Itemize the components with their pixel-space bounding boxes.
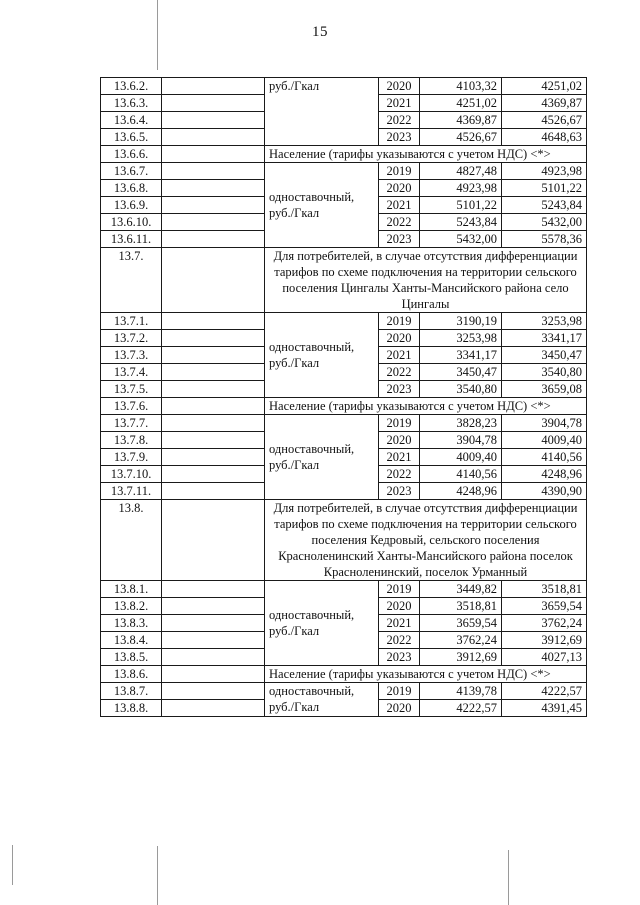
scan-artifact-line xyxy=(157,0,158,70)
tariff-value-first-half: 3912,69 xyxy=(420,649,502,666)
tariff-value-second-half: 4526,67 xyxy=(502,112,587,129)
tariff-value-first-half: 5101,22 xyxy=(420,197,502,214)
year-cell: 2019 xyxy=(379,163,420,180)
tariff-value-second-half: 3450,47 xyxy=(502,347,587,364)
empty-cell xyxy=(162,449,265,466)
row-code: 13.8.2. xyxy=(101,598,162,615)
row-code: 13.6.8. xyxy=(101,180,162,197)
row-code: 13.8.5. xyxy=(101,649,162,666)
tariff-value-first-half: 4526,67 xyxy=(420,129,502,146)
empty-cell xyxy=(162,466,265,483)
row-code: 13.8.1. xyxy=(101,581,162,598)
row-code: 13.6.3. xyxy=(101,95,162,112)
tariff-value-first-half: 3762,24 xyxy=(420,632,502,649)
group-description: Для потребителей, в случае отсутствия дифференциации тарифов по схеме подключения на территории сельского поселения Кедровый, сельского поселения Красноленинский Ханты-Мансийского района поселок Красноленинский, поселок Урманный xyxy=(265,500,587,581)
empty-cell xyxy=(162,615,265,632)
scan-artifact-line xyxy=(12,845,13,885)
table-row xyxy=(101,313,587,330)
year-cell: 2020 xyxy=(379,180,420,197)
row-code: 13.6.5. xyxy=(101,129,162,146)
year-cell: 2022 xyxy=(379,214,420,231)
empty-cell xyxy=(162,500,265,581)
tariff-value-first-half: 4923,98 xyxy=(420,180,502,197)
table-row xyxy=(101,683,587,700)
empty-cell xyxy=(162,313,265,330)
year-cell: 2020 xyxy=(379,700,420,717)
section-heading-row xyxy=(101,666,587,683)
tariff-value-second-half: 3659,54 xyxy=(502,598,587,615)
tariff-value-first-half: 3341,17 xyxy=(420,347,502,364)
empty-cell xyxy=(162,78,265,95)
row-code: 13.7.9. xyxy=(101,449,162,466)
empty-cell xyxy=(162,146,265,163)
tariff-value-first-half: 4139,78 xyxy=(420,683,502,700)
tariff-value-second-half: 4923,98 xyxy=(502,163,587,180)
tariff-value-first-half: 3450,47 xyxy=(420,364,502,381)
row-code: 13.7.8. xyxy=(101,432,162,449)
row-code: 13.7.5. xyxy=(101,381,162,398)
year-cell: 2021 xyxy=(379,197,420,214)
row-code: 13.7.3. xyxy=(101,347,162,364)
row-code: 13.7.1. xyxy=(101,313,162,330)
year-cell: 2022 xyxy=(379,466,420,483)
tariff-value-first-half: 3518,81 xyxy=(420,598,502,615)
year-cell: 2019 xyxy=(379,581,420,598)
empty-cell xyxy=(162,598,265,615)
year-cell: 2023 xyxy=(379,381,420,398)
tariff-value-first-half: 5243,84 xyxy=(420,214,502,231)
tariff-value-second-half: 3341,17 xyxy=(502,330,587,347)
empty-cell xyxy=(162,432,265,449)
year-cell: 2023 xyxy=(379,231,420,248)
empty-cell xyxy=(162,632,265,649)
tariff-value-second-half: 3540,80 xyxy=(502,364,587,381)
scan-artifact-line xyxy=(508,850,509,905)
empty-cell xyxy=(162,581,265,598)
tariff-value-first-half: 3540,80 xyxy=(420,381,502,398)
year-cell: 2020 xyxy=(379,78,420,95)
year-cell: 2023 xyxy=(379,129,420,146)
group-description: Для потребителей, в случае отсутствия дифференциации тарифов по схеме подключения на территории сельского поселения Цингалы Ханты-Мансийского района село Цингалы xyxy=(265,248,587,313)
row-code: 13.7.6. xyxy=(101,398,162,415)
row-code: 13.7.11. xyxy=(101,483,162,500)
tariff-value-second-half: 5101,22 xyxy=(502,180,587,197)
row-code: 13.8. xyxy=(101,500,162,581)
tariff-value-second-half: 5578,36 xyxy=(502,231,587,248)
section-heading: Население (тарифы указываются с учетом НДС) <*> xyxy=(265,146,587,163)
table-row xyxy=(101,581,587,598)
group-header-row xyxy=(101,500,587,581)
tariff-value-first-half: 4369,87 xyxy=(420,112,502,129)
tariff-value-first-half: 4827,48 xyxy=(420,163,502,180)
tariff-value-first-half: 3659,54 xyxy=(420,615,502,632)
tariff-value-first-half: 3904,78 xyxy=(420,432,502,449)
year-cell: 2020 xyxy=(379,598,420,615)
section-heading-row xyxy=(101,146,587,163)
year-cell: 2021 xyxy=(379,95,420,112)
tariff-value-second-half: 4391,45 xyxy=(502,700,587,717)
tariff-value-first-half: 3190,19 xyxy=(420,313,502,330)
tariff-unit: одноставочный, руб./Гкал xyxy=(265,163,379,248)
year-cell: 2020 xyxy=(379,432,420,449)
tariff-value-second-half: 3518,81 xyxy=(502,581,587,598)
year-cell: 2023 xyxy=(379,649,420,666)
tariff-value-second-half: 5243,84 xyxy=(502,197,587,214)
empty-cell xyxy=(162,214,265,231)
row-code: 13.7.4. xyxy=(101,364,162,381)
row-code: 13.6.2. xyxy=(101,78,162,95)
year-cell: 2020 xyxy=(379,330,420,347)
row-code: 13.6.11. xyxy=(101,231,162,248)
tariff-value-second-half: 4248,96 xyxy=(502,466,587,483)
row-code: 13.6.6. xyxy=(101,146,162,163)
year-cell: 2022 xyxy=(379,632,420,649)
year-cell: 2022 xyxy=(379,364,420,381)
row-code: 13.6.10. xyxy=(101,214,162,231)
tariff-unit: одноставочный, руб./Гкал xyxy=(265,683,379,717)
section-heading: Население (тарифы указываются с учетом НДС) <*> xyxy=(265,666,587,683)
row-code: 13.6.7. xyxy=(101,163,162,180)
tariff-value-second-half: 4390,90 xyxy=(502,483,587,500)
tariff-unit: руб./Гкал xyxy=(265,78,379,146)
tariff-value-second-half: 5432,00 xyxy=(502,214,587,231)
tariff-value-first-half: 4251,02 xyxy=(420,95,502,112)
tariff-value-first-half: 4009,40 xyxy=(420,449,502,466)
row-code: 13.8.8. xyxy=(101,700,162,717)
empty-cell xyxy=(162,163,265,180)
year-cell: 2021 xyxy=(379,615,420,632)
row-code: 13.7.10. xyxy=(101,466,162,483)
empty-cell xyxy=(162,347,265,364)
tariff-value-first-half: 4140,56 xyxy=(420,466,502,483)
tariff-value-second-half: 3912,69 xyxy=(502,632,587,649)
year-cell: 2023 xyxy=(379,483,420,500)
group-header-row xyxy=(101,248,587,313)
year-cell: 2021 xyxy=(379,449,420,466)
row-code: 13.6.9. xyxy=(101,197,162,214)
year-cell: 2021 xyxy=(379,347,420,364)
tariff-value-second-half: 4648,63 xyxy=(502,129,587,146)
empty-cell xyxy=(162,95,265,112)
table-row xyxy=(101,78,587,95)
tariff-value-second-half: 4369,87 xyxy=(502,95,587,112)
empty-cell xyxy=(162,415,265,432)
table-row xyxy=(101,163,587,180)
tariff-value-first-half: 3449,82 xyxy=(420,581,502,598)
tariff-unit: одноставочный, руб./Гкал xyxy=(265,581,379,666)
tariff-value-second-half: 4027,13 xyxy=(502,649,587,666)
row-code: 13.6.4. xyxy=(101,112,162,129)
tariff-table xyxy=(100,77,587,717)
empty-cell xyxy=(162,666,265,683)
empty-cell xyxy=(162,683,265,700)
year-cell: 2019 xyxy=(379,415,420,432)
empty-cell xyxy=(162,381,265,398)
empty-cell xyxy=(162,231,265,248)
tariff-unit: одноставочный, руб./Гкал xyxy=(265,313,379,398)
empty-cell xyxy=(162,364,265,381)
table-row xyxy=(101,415,587,432)
empty-cell xyxy=(162,112,265,129)
tariff-value-first-half: 3253,98 xyxy=(420,330,502,347)
year-cell: 2019 xyxy=(379,313,420,330)
row-code: 13.7.2. xyxy=(101,330,162,347)
year-cell: 2019 xyxy=(379,683,420,700)
empty-cell xyxy=(162,700,265,717)
row-code: 13.7.7. xyxy=(101,415,162,432)
row-code: 13.8.7. xyxy=(101,683,162,700)
empty-cell xyxy=(162,129,265,146)
section-heading-row xyxy=(101,398,587,415)
tariff-value-second-half: 4222,57 xyxy=(502,683,587,700)
tariff-value-second-half: 4009,40 xyxy=(502,432,587,449)
scan-artifact-line xyxy=(157,846,158,905)
empty-cell xyxy=(162,197,265,214)
tariff-value-second-half: 3762,24 xyxy=(502,615,587,632)
row-code: 13.7. xyxy=(101,248,162,313)
empty-cell xyxy=(162,649,265,666)
tariff-value-first-half: 5432,00 xyxy=(420,231,502,248)
empty-cell xyxy=(162,398,265,415)
tariff-value-first-half: 4222,57 xyxy=(420,700,502,717)
page-number: 15 xyxy=(312,24,328,40)
section-heading: Население (тарифы указываются с учетом НДС) <*> xyxy=(265,398,587,415)
year-cell: 2022 xyxy=(379,112,420,129)
tariff-unit: одноставочный, руб./Гкал xyxy=(265,415,379,500)
tariff-value-first-half: 3828,23 xyxy=(420,415,502,432)
row-code: 13.8.3. xyxy=(101,615,162,632)
tariff-value-first-half: 4248,96 xyxy=(420,483,502,500)
tariff-value-second-half: 3659,08 xyxy=(502,381,587,398)
tariff-table-body xyxy=(101,78,587,717)
tariff-value-second-half: 4251,02 xyxy=(502,78,587,95)
empty-cell xyxy=(162,483,265,500)
tariff-value-second-half: 3904,78 xyxy=(502,415,587,432)
empty-cell xyxy=(162,248,265,313)
tariff-value-second-half: 3253,98 xyxy=(502,313,587,330)
tariff-value-second-half: 4140,56 xyxy=(502,449,587,466)
empty-cell xyxy=(162,330,265,347)
empty-cell xyxy=(162,180,265,197)
row-code: 13.8.4. xyxy=(101,632,162,649)
tariff-value-first-half: 4103,32 xyxy=(420,78,502,95)
row-code: 13.8.6. xyxy=(101,666,162,683)
